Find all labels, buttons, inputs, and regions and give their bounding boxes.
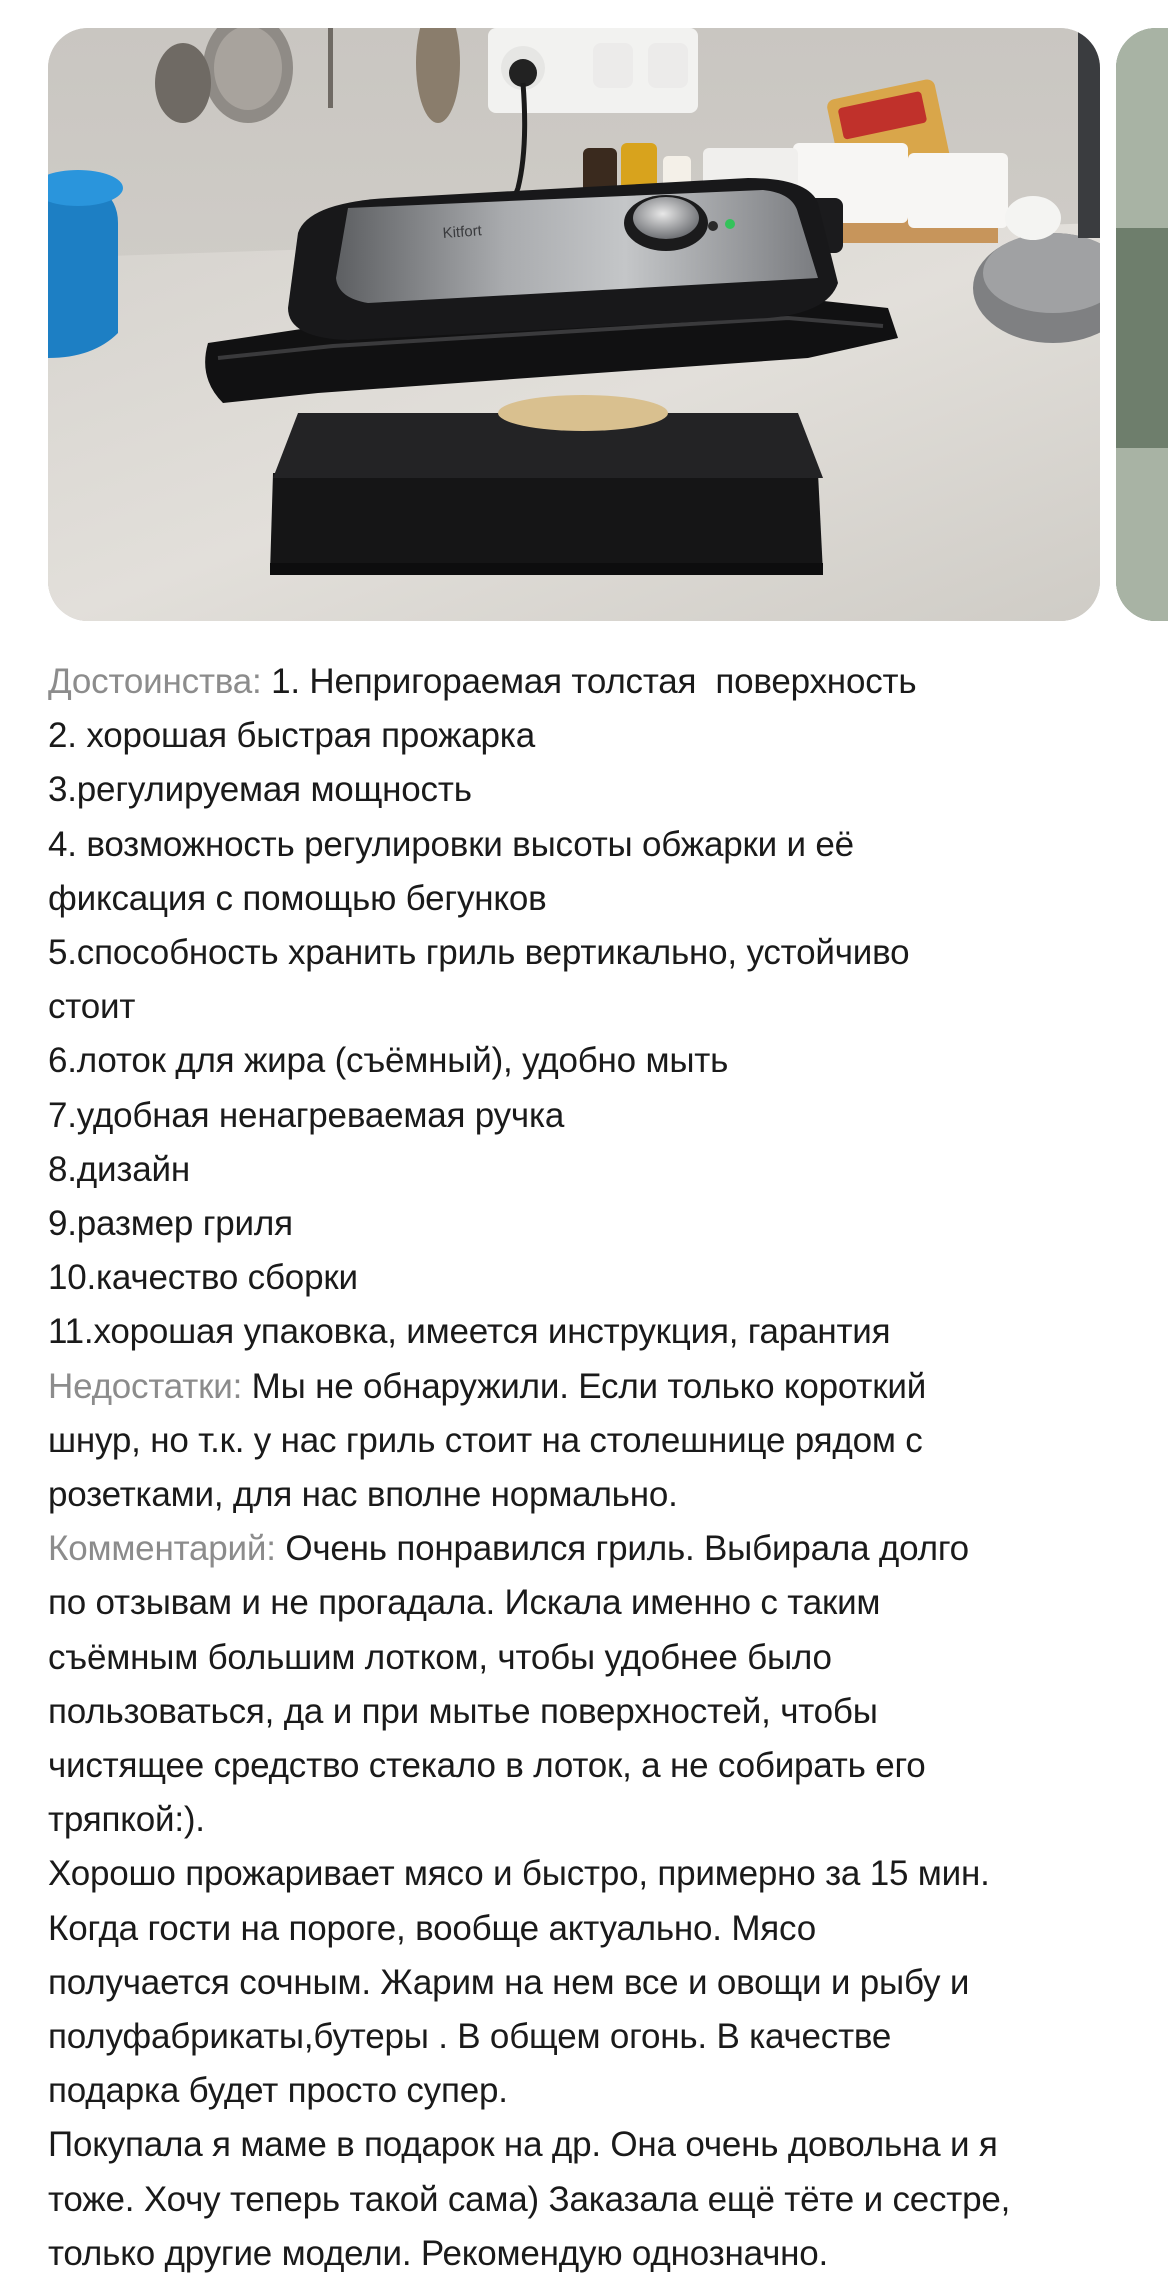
comment-text: Очень понравился гриль. Выбирала долго [285, 1529, 969, 1569]
review-body [48, 655, 1128, 2281]
grill-brand-text: Kitfort [442, 222, 483, 242]
grill-photo-image [48, 28, 1100, 621]
comment-line: Хорошо прожаривает мясо и быстро, примерно за 15 мин. [48, 1854, 990, 1894]
comment-line: получается сочным. Жарим на нем все и овощи и рыбу и [48, 1962, 970, 2002]
advantages-line: 9.размер гриля [48, 1204, 293, 1244]
advantages-line: 8.дизайн [48, 1149, 190, 1189]
comment-line: полуфабрикаты,бутеры . В общем огонь. В качестве [48, 2017, 892, 2057]
advantages-line: 7.удобная ненагреваемая ручка [48, 1095, 565, 1135]
comment-label: Комментарий: [48, 1529, 276, 1569]
comment-line: чистящее средство стекало в лоток, а не собирать его [48, 1746, 926, 1786]
advantages-line: 11.хорошая упаковка, имеется инструкция, гарантия [48, 1312, 891, 1352]
disadvantages-line: шнур, но т.к. у нас гриль стоит на столешнице рядом с [48, 1420, 923, 1460]
comment-line: тоже. Хочу теперь такой сама) Заказала ещё тёте и сестре, [48, 2179, 1011, 2219]
advantages-line: стоит [48, 987, 136, 1027]
advantages-text: 1. Непригораемая толстая поверхность [271, 662, 917, 701]
next-photo-image [1116, 28, 1168, 621]
comment-line: тряпкой:). [48, 1800, 205, 1840]
comment-line: только другие модели. Рекомендую однозначно. [48, 2233, 829, 2273]
disadvantages-text: Мы не обнаружили. Если только короткий [251, 1366, 927, 1406]
disadvantages-line: розетками, для нас вполне нормально. [48, 1475, 678, 1515]
disadvantages-label: Недостатки: [48, 1366, 243, 1406]
advantages-line: 2. хорошая быстрая прожарка [48, 716, 535, 756]
disadvantages-line [48, 1360, 1128, 1414]
comment-line: по отзывам и не прогадала. Искала именно с таким [48, 1583, 881, 1623]
review-photo-next[interactable] [1116, 28, 1168, 621]
advantages-line: 10.качество сборки [48, 1258, 358, 1298]
advantages-line: 3.регулируемая мощность [48, 770, 472, 810]
comment-line: Когда гости на пороге, вообще актуально. Мясо [48, 1908, 817, 1948]
advantages-line [48, 655, 1128, 709]
advantages-line: 6.лоток для жира (съёмный), удобно мыть [48, 1041, 729, 1081]
review-photo-grill[interactable] [48, 28, 1100, 621]
advantages-line: 5.способность хранить гриль вертикально, устойчиво [48, 933, 910, 973]
photo-gallery [0, 0, 1168, 640]
advantages-label: Достоинства: [48, 662, 262, 701]
comment-line: Покупала я маме в подарок на др. Она очень довольна и я [48, 2125, 998, 2165]
advantages-line: фиксация с помощью бегунков [48, 878, 547, 918]
comment-line: подарка будет просто супер. [48, 2071, 508, 2111]
comment-line: пользоваться, да и при мытье поверхностей, чтобы [48, 1691, 878, 1731]
comment-line [48, 1522, 1128, 1576]
comment-line: съёмным большим лотком, чтобы удобнее было [48, 1637, 832, 1677]
advantages-line: 4. возможность регулировки высоты обжарки и её [48, 824, 854, 864]
